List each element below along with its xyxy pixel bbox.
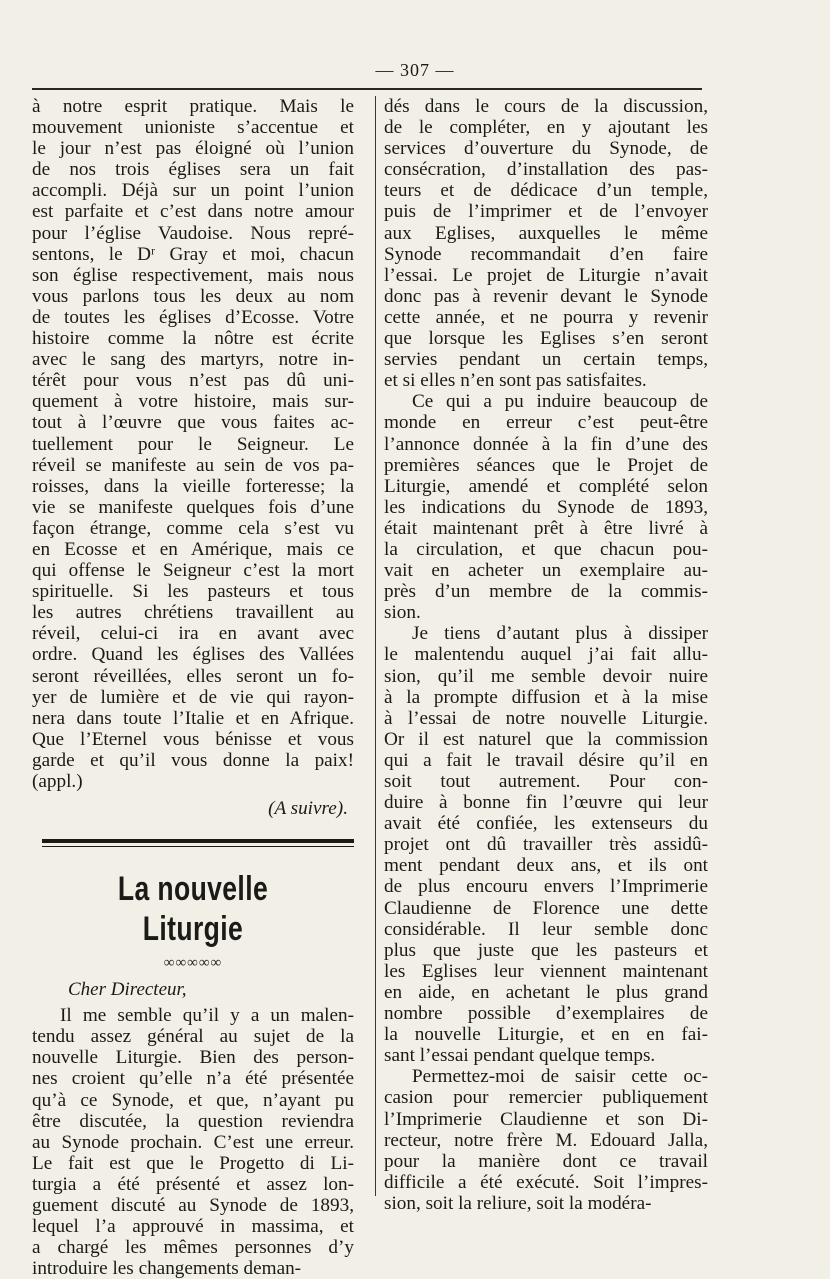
text-line: lequel l’a approuvé in massima, et [32,1216,354,1238]
text-line: considérable. Il leur semble donc [384,918,708,940]
text-line: consécration, d’installation des pas- [384,159,708,181]
text-line: soit tout autrement. Pour con- [384,771,708,792]
text-line: à la prompte diffusion et à la mise [384,686,708,708]
text-line: puis de l’imprimer et de l’envoyer [384,201,708,223]
text-line: spirituelle. Si les pasteurs et tous [32,581,354,603]
text-line: (appl.) [32,771,83,792]
text-line: accompli. Déjà sur un point l’union [32,180,354,202]
text-line: nouvelle Liturgie. Bien des person- [32,1047,354,1069]
text-line: ordre. Quand les églises des Vallées [32,644,354,666]
text-line: guement discuté au Synode de 1893, [32,1195,354,1217]
text-line: nes croient qu’elle n’a été présentée [32,1068,354,1090]
text-line: ment pendant deux ans, et ils ont [384,855,708,877]
header-rule [32,88,702,90]
column-divider [375,96,376,1196]
text-line: sion. [384,602,421,624]
text-line: nombre possible d’exemplaires de [384,1003,708,1025]
text-line: façon étrange, comme cela s’est vu [32,517,354,539]
text-line: duire à bonne fin l’œuvre qui leur [384,792,708,814]
text-line: la circulation, et que chacun pou- [384,538,708,560]
text-line: avait été confiée, les extenseurs du [384,813,708,835]
text-line: seront réveillées, elles seront un fo- [32,665,354,687]
text-line: à l’essai de notre nouvelle Liturgie. [384,707,708,729]
text-line: Synode recommandait d’en faire [384,243,708,265]
text-line: Claudienne de Florence une dette [384,897,708,919]
text-line: la nouvelle Liturgie, et en en fai- [384,1024,708,1046]
salutation: Cher Directeur, [68,979,187,1001]
article-title: La nouvelle Liturgie [117,870,269,949]
text-line: qu’à ce Synode, et que, n’ayant pu [32,1089,354,1111]
right-column [384,96,708,1214]
text-line: de nos trois églises sera un fait [32,159,354,181]
text-line: nera dans toute l’Italie et en Afrique. [32,707,354,729]
text-line: monde en erreur c’est peut-être [384,412,708,434]
text-line: de plus encouru envers l’Imprimerie [384,876,708,898]
text-line: à notre esprit pratique. Mais le [32,96,354,117]
left-paragraph-1 [32,96,354,792]
text-line: projet ont dû travailler très assidû- [384,834,708,856]
right-paragraph-4 [384,1066,708,1214]
text-line: casion pour remercier publiquement [384,1087,708,1109]
text-line: Il me semble qu’il y a un malen- [60,1005,354,1027]
text-line: réveil se manifeste au sein de vos pa- [32,454,354,476]
text-line: Permettez-moi de saisir cette oc- [412,1066,708,1088]
text-line: mouvement unioniste s’accentue et [32,117,354,139]
text-line: premières séances que le Projet de [384,454,708,476]
text-line: l’essai. Le projet de Liturgie n’avait [384,264,708,286]
right-paragraph-1 [384,96,708,391]
a-suivre: (A suivre). [268,798,348,820]
text-line: le jour n’est pas éloigné où l’union [32,138,354,160]
text-line: vie se manifeste quelques fois d’une [32,496,354,518]
text-line: sion, soit la reliure, soit la modéra- [384,1192,652,1214]
text-line: tout à l’œuvre que vous faites ac- [32,412,354,434]
text-line: réveil, celui-ci ira en avant avec [32,623,354,645]
text-line: teurs et de dédicace d’un temple, [384,180,708,202]
text-line: pour l’église Vaudoise. Nous repré- [32,222,354,244]
text-line: et si elles n’en sont pas satisfaites. [384,370,647,392]
text-line: était maintenant prêt à être livré à [384,517,708,539]
text-line: avec le sang des martyrs, notre in- [32,349,354,371]
text-line: sentons, le Dʳ Gray et moi, chacun [32,243,354,265]
text-line: le malentendu auquel j’ai fait allu- [384,644,708,666]
text-line: aux Eglises, auxquelles le même [384,222,708,244]
text-line: Liturgie, amendé et complété selon [384,475,708,497]
text-line: Ce qui a pu induire beaucoup de [412,391,708,413]
text-line: Le fait est que le Progetto di Li- [32,1152,354,1174]
text-line: servies pendant un certain temps, [384,349,708,371]
text-line: donc pas à revenir devant le Synode [384,285,708,307]
text-line: pour la manière dont ce travail [384,1150,708,1172]
text-line: les Eglises leur viennent maintenant [384,960,708,982]
text-line: être discutée, la question reviendra [32,1110,354,1132]
page-number: — 307 — [375,60,455,80]
left-column [32,96,354,1279]
text-line: Que l’Eternel vous bénisse et vous [32,728,354,750]
text-line: sion, qu’il me semble devoir nuire [384,665,708,687]
right-paragraph-3 [384,623,708,1066]
text-line: au Synode prochain. C’est une erreur. [32,1131,354,1153]
text-line: est parfaite et c’est dans notre amour [32,201,354,223]
text-line: que lorsque les Eglises s’en seront [384,328,708,350]
text-line: histoire comme la nôtre est écrite [32,328,354,350]
text-line: Or il est naturel que la commission [384,728,708,750]
text-line: plus que juste que les pasteurs et [384,939,708,961]
text-line: son église respectivement, mais nous [32,264,354,286]
text-line: a chargé les mêmes personnes d’y [32,1237,354,1259]
text-line: l’Imprimerie Claudienne et son Di- [384,1108,708,1130]
text-line: qui offense le Seigneur c’est la mort [32,560,354,582]
text-line: yer de lumière et de vie qui rayon- [32,686,354,708]
text-line: en aide, en achetant le plus grand [384,981,708,1003]
text-line: de toutes les églises d’Ecosse. Votre [32,306,354,328]
left-paragraph-2 [32,1005,354,1279]
text-line: les indications du Synode de 1893, [384,496,708,518]
text-line: en Ecosse et en Amérique, mais ce [32,538,354,560]
text-line: qui a fait le travail désire qu’il en [384,749,708,771]
text-line: vous parlons tous les deux au nom [32,285,354,307]
text-line: l’annonce donnée à la fin d’une des [384,433,708,455]
text-line: garde et qu’il vous donne la paix! [32,749,354,771]
text-line: de le compléter, en y ajoutant les [384,117,708,139]
text-line: introduire les changements deman- [32,1258,302,1279]
text-line: vait en acheter un exemplaire au- [384,560,708,582]
text-line: services d’ouverture du Synode, de [384,138,708,160]
text-line: Je tiens d’autant plus à dissiper [412,623,708,645]
text-line: sant l’essai pendant quelque temps. [384,1045,656,1067]
section-separator [42,839,354,847]
text-line: roisses, dans la vieille forteresse; la [32,475,354,497]
text-line: tuellement pour le Seigneur. Le [32,433,354,455]
text-line: turgia a été présenté et assez lon- [32,1173,354,1195]
text-line: près d’un membre de la commis- [384,581,708,603]
text-line: difficile a été exécuté. Soit l’impres- [384,1171,708,1193]
text-line: tendu assez général au sujet de la [32,1026,354,1048]
ornament-divider: ∞∞∞∞∞ [163,955,223,972]
text-line: recteur, notre frère M. Edouard Jalla, [384,1129,708,1151]
right-paragraph-2 [384,391,708,623]
text-line: quement à votre histoire, mais sur- [32,391,354,413]
text-line: térêt pour vous n’est pas dû uni- [32,370,354,392]
text-line: cette année, et ne pourra y revenir [384,306,708,328]
text-line: les autres chrétiens travaillent au [32,602,354,624]
text-line: dés dans le cours de la discussion, [384,96,708,117]
